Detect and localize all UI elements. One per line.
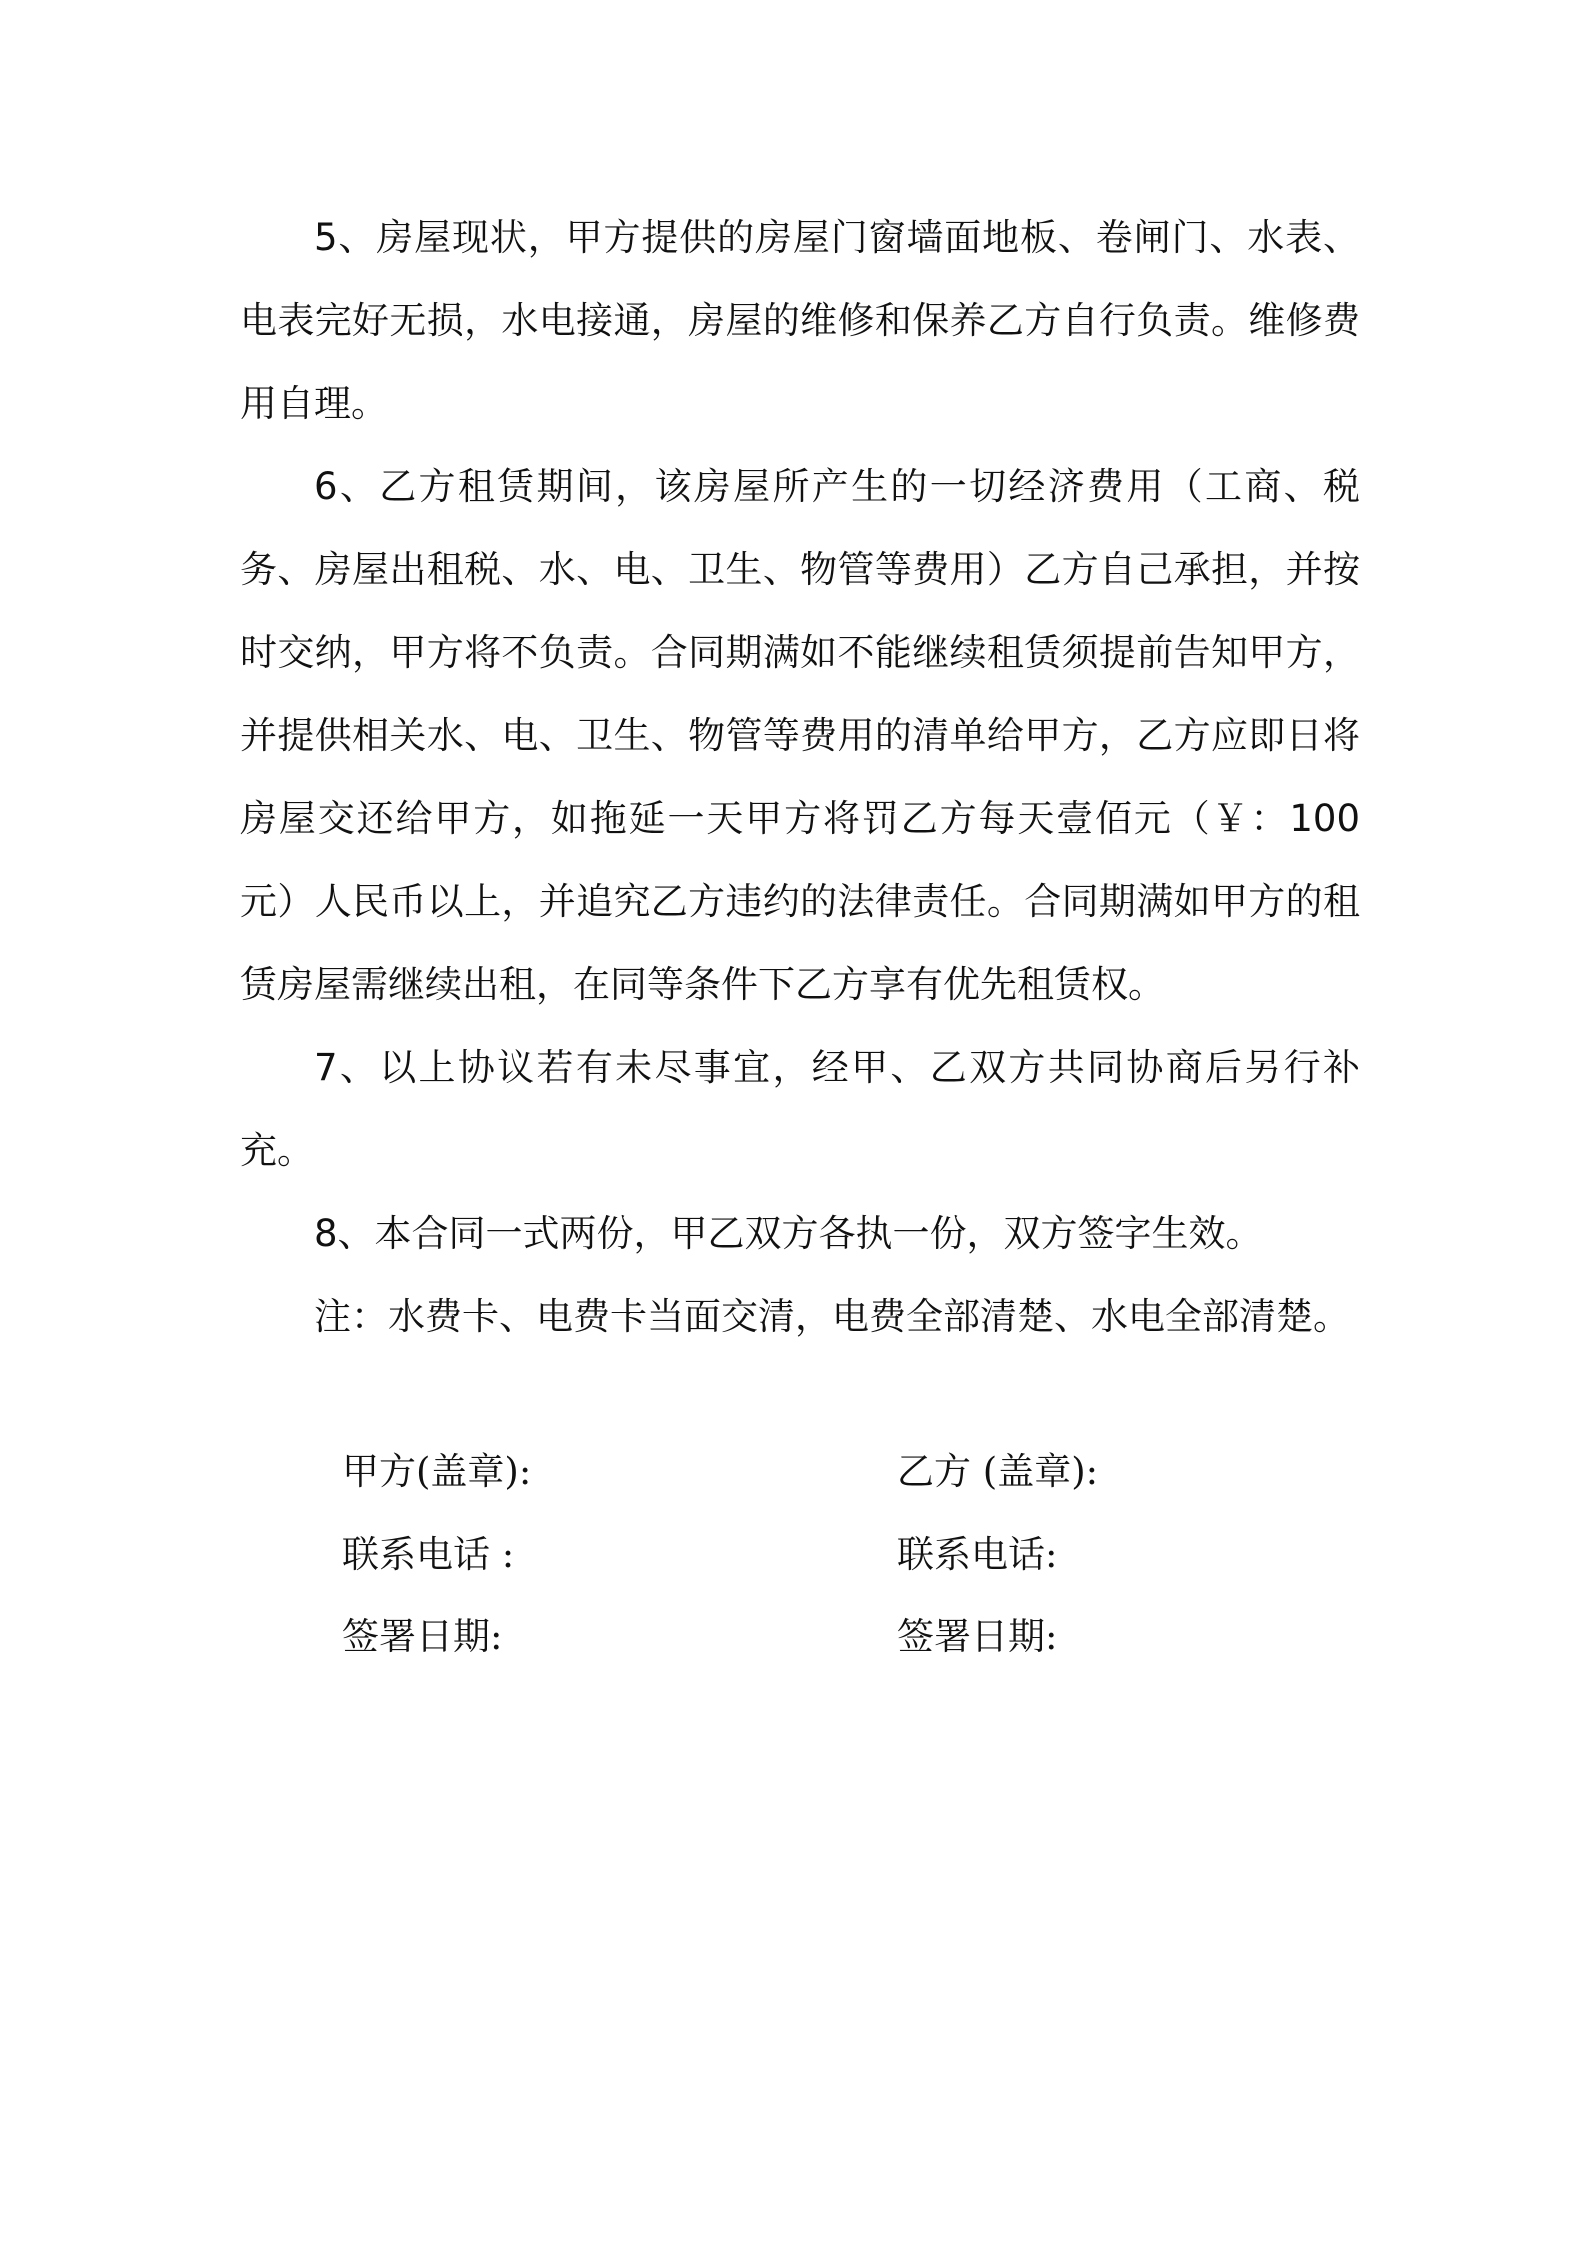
party-a-date-label: 签署日期: [342,1615,503,1658]
party-b-phone-label: 联系电话: [897,1533,1058,1576]
party-b-seal-label: 乙方 (盖章): [897,1450,1099,1493]
note: 注：水费卡、电费卡当面交清，电费全部清楚、水电全部清楚。 [314,1295,1350,1338]
party-a-phone-label: 联系电话 : [342,1533,515,1576]
clause-6: 6、乙方租赁期间，该房屋所产生的一切经济费用（工商、税务、房屋出租税、水、电、卫生、物管等费用）乙方自己承担，并按时交纳，甲方将不负责。合同期满如不能继续租赁须提前告知甲方，并提供相关水、电、卫生、物管等费用的清单给甲方，乙方应即日将房屋交还给甲方，如拖延一天甲方将罚乙方每天壹佰元（￥：100 元）人民币以上，并追究乙方违约的法律责任。合同期满如甲方的租赁房屋需继续出租，在同等条件下乙方享有优先租赁权。 [240,465,1360,1006]
clause-5: 5、房屋现状，甲方提供的房屋门窗墙面地板、卷闸门、水表、电表完好无损，水电接通，房屋的维修和保养乙方自行负责。维修费用自理。 [240,216,1360,425]
contract-body [240,196,1360,1358]
clause-7: 7、以上协议若有未尽事宜，经甲、乙双方共同协商后另行补充。 [240,1046,1360,1172]
party-b-date-label: 签署日期: [897,1615,1058,1658]
party-a-seal-label: 甲方(盖章): [342,1450,532,1493]
clause-8: 8、本合同一式两份，甲乙双方各执一份，双方签字生效。 [314,1212,1263,1255]
